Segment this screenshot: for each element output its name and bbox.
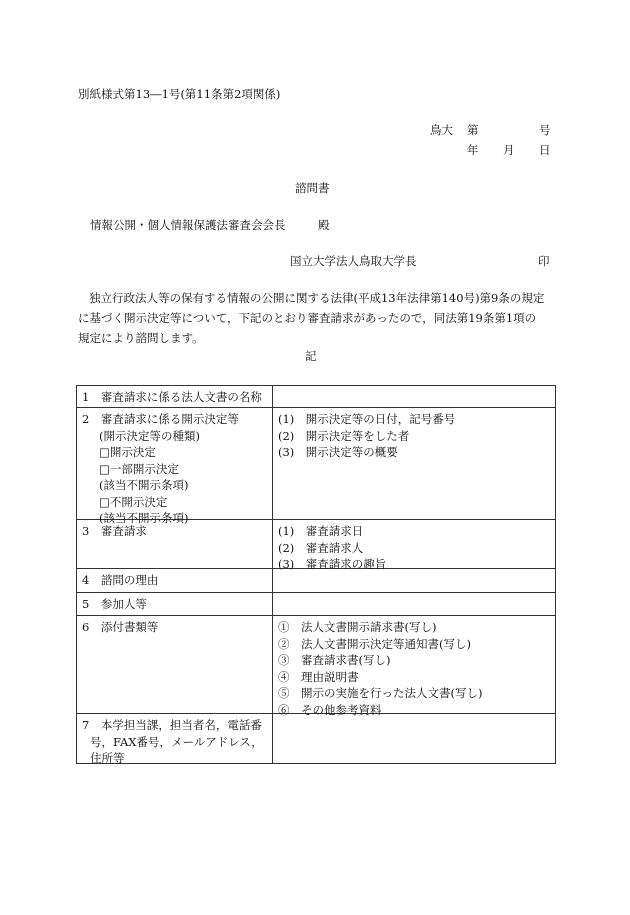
table-row-divider: [76, 615, 556, 616]
attachment-item: ① 法人文書開示請求書(写し): [278, 620, 437, 634]
partial-nondisclosure-clause: (該当不開示条項): [99, 478, 189, 492]
body-line-2: に基づく開示決定等について，下記のとおり審査請求があったので，同法第19条第1項の: [78, 311, 537, 325]
row-2-title: 2 審査請求に係る開示決定等: [82, 412, 239, 426]
addressee-honorific: 殿: [318, 218, 330, 232]
addressee-name: 情報公開・個人情報保護法審査会会長: [90, 218, 286, 232]
row-6-title: 6 添付書類等: [82, 620, 159, 634]
ref-go: 号: [539, 123, 551, 137]
row-2-right: [278, 411, 455, 461]
date-month: 月: [503, 143, 515, 157]
table-column-divider: [272, 385, 273, 764]
row-5-left: [82, 596, 147, 613]
row-1-left: [82, 389, 262, 406]
row-7-left: [82, 717, 263, 767]
row-3-title: 3 審査請求: [82, 524, 147, 538]
row-2-left: [82, 411, 239, 527]
checkbox-nondisclosure: □不開示決定: [99, 494, 168, 509]
row-7-title-cont: 住所等: [90, 751, 125, 765]
table-row-divider: [76, 407, 556, 408]
row-7-title: 7 本学担当課，担当者名，電話番: [82, 718, 262, 732]
row-7-title-cont: 号，FAX番号，メールアドレス，: [90, 734, 263, 749]
ki-label: 記: [305, 349, 317, 363]
sender-name: 国立大学法人鳥取大学長: [290, 254, 417, 268]
checkbox-full-disclosure: □開示決定: [99, 445, 156, 459]
row-4-title: 4 諮問の理由: [82, 573, 159, 587]
row-4-left: [82, 572, 158, 589]
attachment-item: ② 法人文書開示決定等通知書(写し): [278, 636, 471, 651]
row-3-left: [82, 523, 147, 540]
date-year: 年: [467, 143, 479, 157]
nondisclosure-clause: (該当不開示条項): [99, 511, 189, 525]
row-3-item: (1) 審査請求日: [278, 524, 364, 538]
row-3-item: (3) 審査請求の趣旨: [278, 557, 387, 571]
form-number: 別紙様式第13―1号(第11条第2項関係): [78, 87, 281, 101]
row-3-right: [278, 523, 386, 573]
table-row-divider: [76, 592, 556, 593]
seal-mark: 印: [538, 254, 550, 268]
body-line-1: 独立行政法人等の保有する情報の公開に関する法律(平成13年法律第140号)第9条の規定: [89, 291, 545, 305]
attachment-item: ⑥ その他参考資料: [278, 702, 382, 717]
row-6-right: [278, 619, 482, 718]
row-6-left: [82, 619, 158, 636]
table-border-top: [76, 385, 556, 386]
ref-org: 鳥大: [430, 123, 453, 137]
body-line-3: 規定により諮問します。: [78, 331, 204, 345]
attachment-item: ⑤ 開示の実施を行った法人文書(写し): [278, 686, 483, 700]
attachment-item: ③ 審査請求書(写し): [278, 653, 391, 667]
checkbox-partial-disclosure: □一部開示決定: [99, 461, 179, 476]
attachment-item: ④ 理由説明書: [278, 669, 359, 684]
ref-dai: 第: [467, 123, 479, 137]
row-2-item: (1) 開示決定等の日付，記号番号: [278, 412, 456, 426]
row-5-title: 5 参加人等: [82, 597, 147, 611]
table-border-right: [555, 385, 556, 764]
row-2-item: (2) 開示決定等をした者: [278, 428, 410, 443]
body-paragraph: [78, 288, 552, 348]
row-1-title: 1 審査請求に係る法人文書の名称: [82, 390, 262, 404]
date-day: 日: [539, 143, 551, 157]
row-2-item: (3) 開示決定等の概要: [278, 445, 398, 459]
row-3-item: (2) 審査請求人: [278, 540, 364, 555]
document-title: 諮問書: [295, 181, 330, 195]
table-border-left: [76, 385, 77, 764]
row-2-subtitle: (開示決定等の種類): [99, 428, 200, 443]
